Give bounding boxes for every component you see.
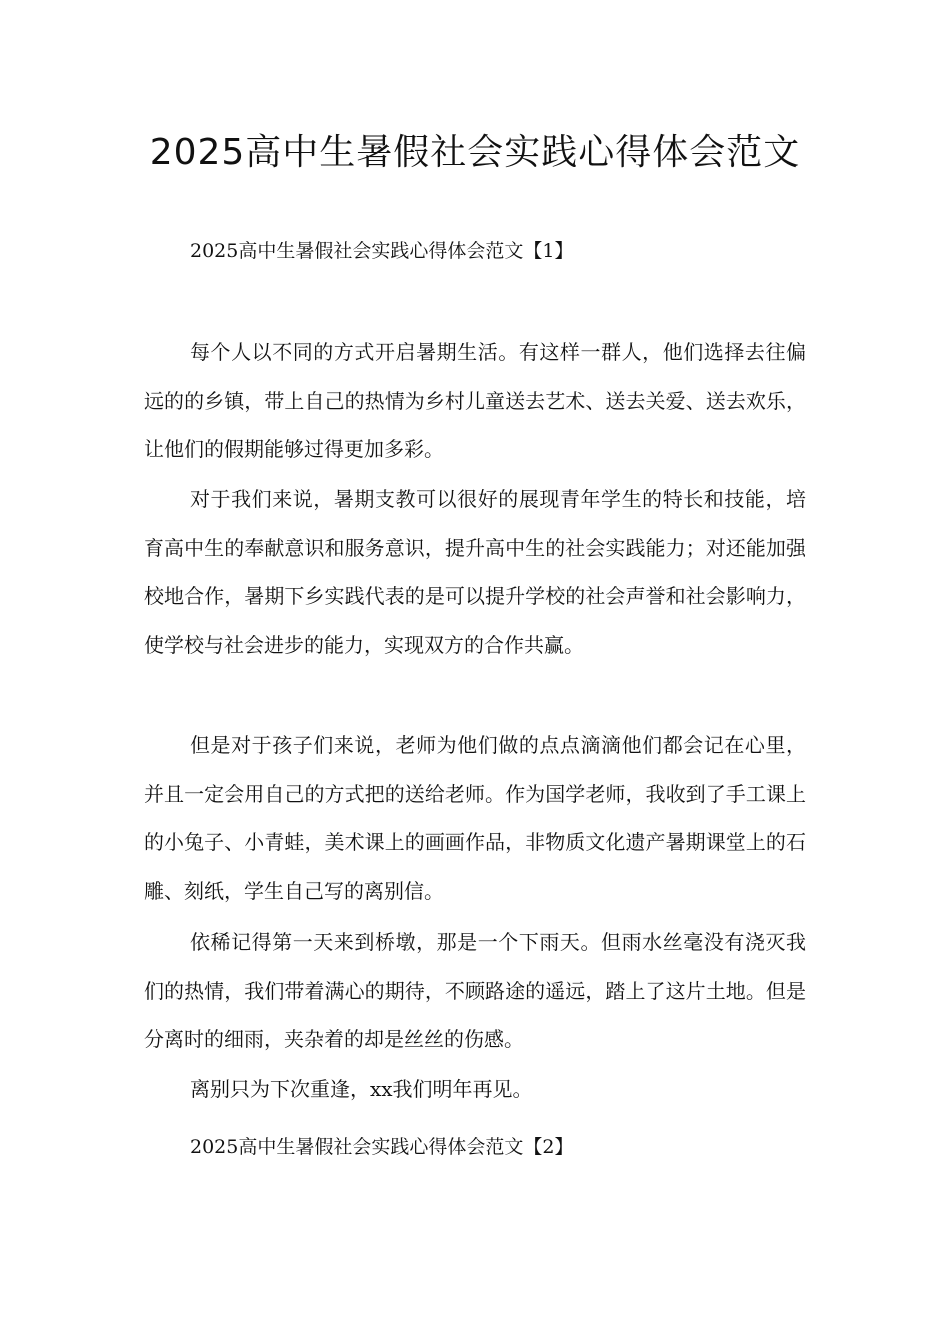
paragraph-4: 依稀记得第一天来到桥墩，那是一个下雨天。但雨水丝毫没有浇灭我们的热情，我们带着满心的期待，不顾路途的遥远，踏上了这片土地。但是分离时的细雨，夹杂着的却是丝丝的伤感。 xyxy=(144,930,806,1051)
section-heading-2: 2025高中生暑假社会实践心得体会范文【2】 xyxy=(190,1136,574,1158)
paragraph-1: 每个人以不同的方式开启暑期生活。有这样一群人，他们选择去往偏远的的乡镇，带上自己的热情为乡村儿童送去艺术、送去关爱、送去欢乐，让他们的假期能够过得更加多彩。 xyxy=(144,340,806,461)
document-title: 2025高中生暑假社会实践心得体会范文 xyxy=(149,132,801,173)
section-heading-1: 2025高中生暑假社会实践心得体会范文【1】 xyxy=(190,240,574,262)
paragraph-5: 离别只为下次重逢，xx我们明年再见。 xyxy=(190,1077,533,1101)
paragraph-3: 但是对于孩子们来说，老师为他们做的点点滴滴他们都会记在心里，并且一定会用自己的方式把的送给老师。作为国学老师，我收到了手工课上的小兔子、小青蛙，美术课上的画画作品，非物质文化遗产暑期课堂上的石雕、刻纸，学生自己写的离别信。 xyxy=(144,733,806,903)
paragraph-2: 对于我们来说，暑期支教可以很好的展现青年学生的特长和技能，培育高中生的奉献意识和服务意识，提升高中生的社会实践能力；对还能加强校地合作，暑期下乡实践代表的是可以提升学校的社会声誉和社会影响力，使学校与社会进步的能力，实现双方的合作共赢。 xyxy=(144,487,806,657)
